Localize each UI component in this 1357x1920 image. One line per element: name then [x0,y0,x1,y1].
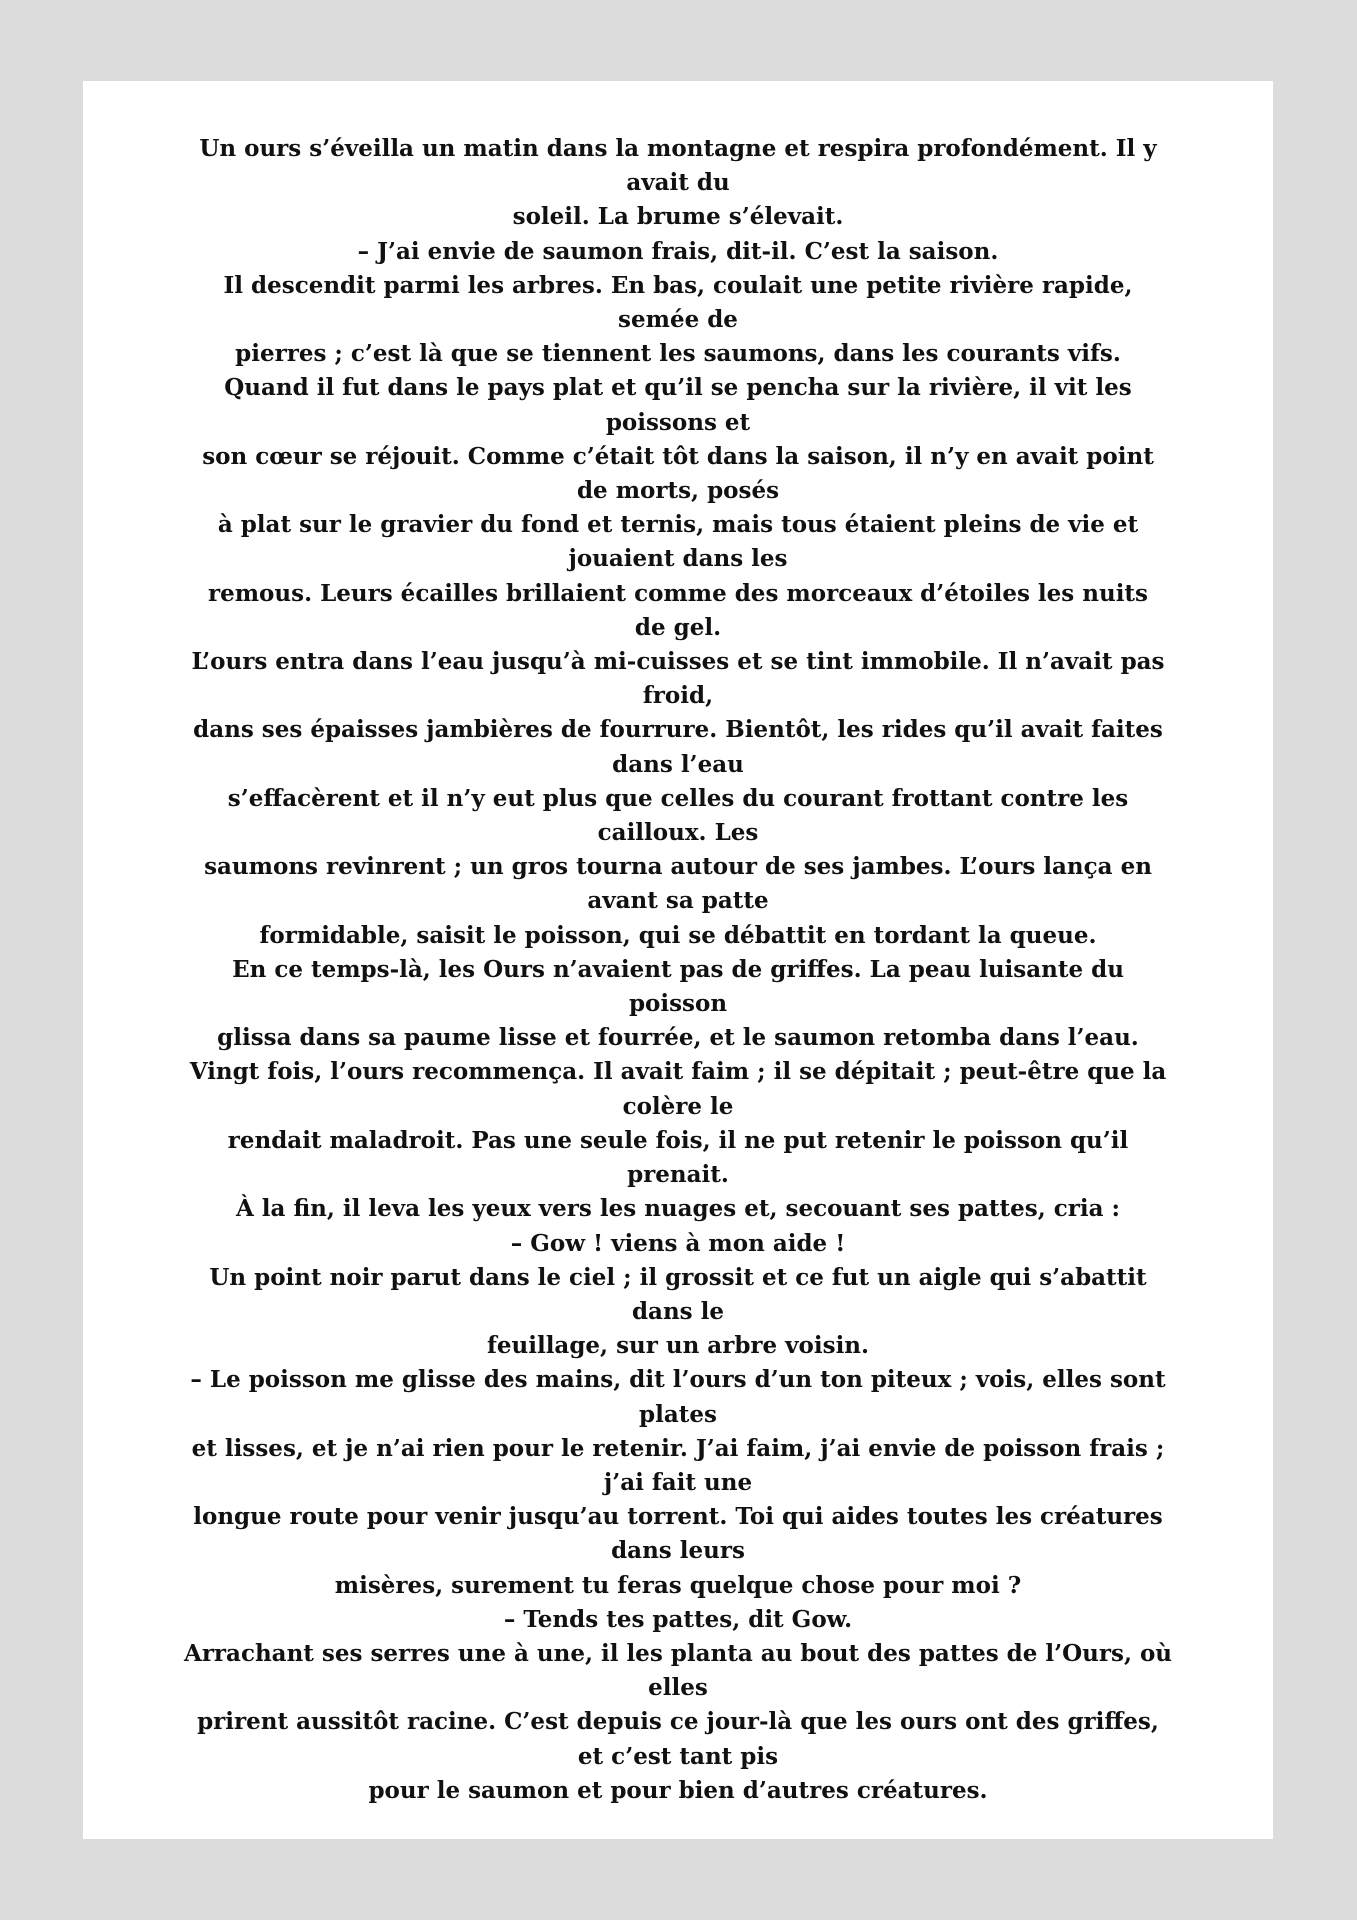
text-line: avait du [626,169,730,197]
text-line: Un ours s’éveilla un matin dans la montagne et respira profondément. Il y [199,135,1157,162]
text-line: pour le saumon et pour bien d’autres créatures. [368,1776,988,1804]
text-line: dans l’eau [612,750,744,778]
text-line: j’ai fait une [603,1468,753,1496]
text-line: prirent aussitôt racine. C’est depuis ce jour-là que les ours ont des griffes, [197,1708,1159,1736]
text-line: Un point noir parut dans le ciel ; il grossit et ce fut un aigle qui s’abattit [209,1263,1147,1291]
text-line: dans leurs [611,1537,745,1565]
text-line: semée de [618,306,738,334]
text-line: elles [648,1674,708,1702]
text-line: à plat sur le gravier du fond et ternis, mais tous étaient pleins de vie et [217,511,1139,539]
text-line: – Tends tes pattes, dit Gow. [503,1605,853,1633]
text-line: longue route pour venir jusqu’au torrent. Toi qui aides toutes les créatures [193,1503,1163,1531]
text-line: saumons revinrent ; un gros tourna autour de ses jambes. L’ours lança en [204,853,1152,881]
text-line: remous. Leurs écailles brillaient comme des morceaux d’étoiles les nuits [207,579,1149,607]
text-line: Vingt fois, l’ours recommença. Il avait faim ; il se dépitait ; peut-être que la [189,1058,1167,1086]
text-line: froid, [642,682,714,710]
text-line: En ce temps-là, les Ours n’avaient pas de griffes. La peau luisante du [232,955,1124,983]
text-line: soleil. La brume s’élevait. [512,203,844,231]
text-line: dans le [631,1297,725,1325]
text-line: plates [639,1400,717,1428]
text-line: – J’ai envie de saumon frais, dit-il. C’est la saison. [357,237,999,265]
text-line: de morts, posés [576,477,780,505]
document-page [83,81,1273,1839]
text-line: poisson [628,990,728,1018]
text-line: dans ses épaisses jambières de fourrure. Bientôt, les rides qu’il avait faites [193,716,1163,744]
text-line: feuillage, sur un arbre voisin. [486,1332,870,1360]
text-line: – Gow ! viens à mon aide ! [510,1229,846,1257]
text-line: jouaient dans les [568,545,788,573]
story-text [83,132,1273,1808]
text-line: cailloux. Les [597,819,759,847]
text-line: À la fin, il leva les yeux vers les nuages et, secouant ses pattes, cria : [235,1195,1121,1223]
text-line: Arrachant ses serres une à une, il les planta au bout des pattes de l’Ours, où [183,1639,1173,1667]
text-line: pierres ; c’est là que se tiennent les saumons, dans les courants vifs. [235,340,1121,368]
text-line: L’ours entra dans l’eau jusqu’à mi-cuisses et se tint immobile. Il n’avait pas [191,648,1165,676]
text-line: formidable, saisit le poisson, qui se débattit en tordant la queue. [259,921,1097,949]
text-line: Quand il fut dans le pays plat et qu’il se pencha sur la rivière, il vit les [224,374,1132,402]
text-line: avant sa patte [587,887,769,915]
text-line: glissa dans sa paume lisse et fourrée, et le saumon retomba dans l’eau. [217,1024,1139,1052]
text-line: colère le [622,1092,734,1120]
text-line: poissons et [605,408,751,436]
text-line: misères, surement tu feras quelque chose pour moi ? [334,1571,1022,1599]
text-line: s’effacèrent et il n’y eut plus que celles du courant frottant contre les [227,784,1129,812]
text-line: et c’est tant pis [577,1742,779,1770]
text-line: – Le poisson me glisse des mains, dit l’ours d’un ton piteux ; vois, elles sont [190,1366,1166,1394]
text-line: de gel. [634,613,722,641]
text-line: prenait. [627,1161,729,1189]
text-line: Il descendit parmi les arbres. En bas, coulait une petite rivière rapide, [223,271,1133,299]
text-line: et lisses, et je n’ai rien pour le retenir. J’ai faim, j’ai envie de poisson frais ; [191,1434,1165,1462]
text-line: son cœur se réjouit. Comme c’était tôt dans la saison, il n’y en avait point [202,442,1154,470]
text-line: rendait maladroit. Pas une seule fois, il ne put retenir le poisson qu’il [227,1126,1129,1154]
